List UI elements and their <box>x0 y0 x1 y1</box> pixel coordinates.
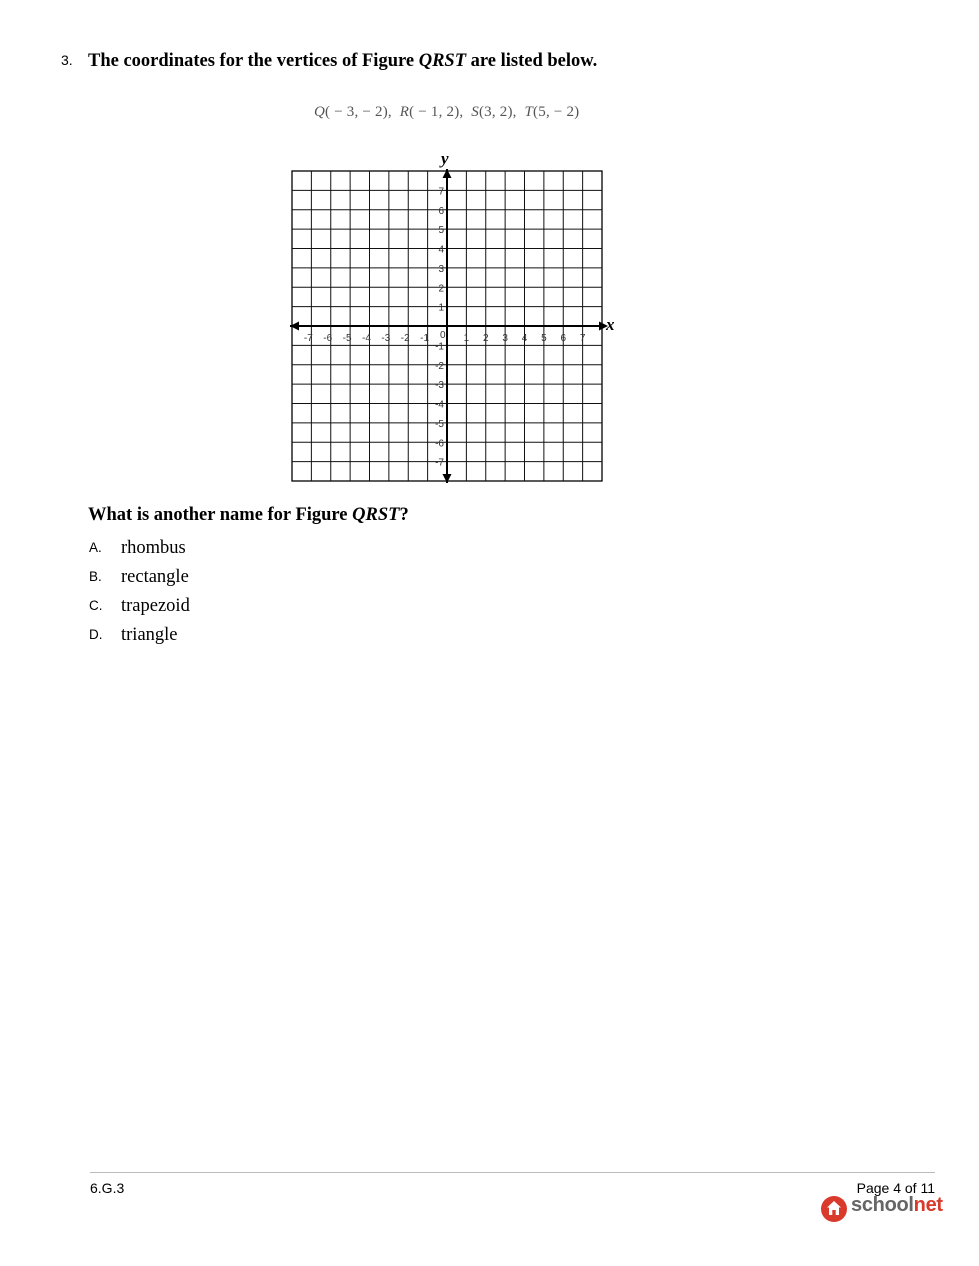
y-tick-label: 6 <box>438 205 444 217</box>
y-tick-label: 7 <box>438 186 444 198</box>
choice-a[interactable] <box>0 538 400 564</box>
y-axis-label: y <box>441 149 449 168</box>
vertex-label-t: T <box>524 104 534 120</box>
brand-name <box>851 1194 943 1217</box>
y-tick-label: -3 <box>435 380 444 392</box>
y-tick-label: -5 <box>435 418 444 430</box>
y-tick-label: -1 <box>435 341 444 353</box>
y-tick-label: 5 <box>438 225 444 237</box>
vertex-coord-q: ( − 3, − 2), <box>325 104 392 120</box>
x-axis-label: x <box>606 315 615 334</box>
y-tick-label: -4 <box>435 399 444 411</box>
x-tick-label: 4 <box>521 333 528 344</box>
footer-divider <box>90 1172 935 1173</box>
vertex-coord-s: (3, 2), <box>478 104 517 120</box>
x-tick-label: 5 <box>541 333 547 344</box>
choice-text: rectangle <box>121 567 189 587</box>
x-tick-label: 3 <box>502 333 508 344</box>
y-tick-label: 4 <box>438 244 444 256</box>
stem-text-before: The coordinates for the vertices of Figure <box>88 51 419 71</box>
x-tick-label: -5 <box>342 333 352 344</box>
brand-part2: net <box>913 1194 943 1216</box>
choice-text: trapezoid <box>121 596 190 616</box>
vertex-coord-r: ( − 1, 2), <box>409 104 464 120</box>
choice-text: triangle <box>121 625 178 645</box>
choice-b[interactable] <box>0 567 400 593</box>
figure-name: QRST <box>418 51 466 71</box>
question-number: 3. <box>61 52 73 68</box>
x-tick-label: -7 <box>303 333 313 344</box>
choice-c[interactable] <box>0 596 400 622</box>
prompt-text-before: What is another name for Figure <box>88 505 353 525</box>
y-tick-label: -6 <box>435 438 444 450</box>
choice-letter: C. <box>89 598 103 613</box>
page-number: Page 4 of 11 <box>856 1180 935 1196</box>
x-tick-label: -2 <box>400 333 410 344</box>
x-tick-label: -1 <box>420 333 430 344</box>
x-tick-label: -6 <box>323 333 333 344</box>
question-prompt <box>88 505 409 526</box>
stem-text-after: are listed below. <box>466 51 598 71</box>
x-tick-label: 2 <box>482 333 489 344</box>
y-tick-label: -2 <box>435 360 444 372</box>
choice-text: rhombus <box>121 538 186 558</box>
house-icon <box>820 1195 848 1223</box>
coordinate-plane-container <box>0 0 979 500</box>
choice-letter: A. <box>89 540 102 555</box>
vertex-label-s: S <box>471 104 479 120</box>
choice-d[interactable] <box>0 625 400 651</box>
coordinate-plane <box>0 0 979 500</box>
choice-letter: D. <box>89 627 103 642</box>
standard-code: 6.G.3 <box>90 1180 125 1196</box>
prompt-figure-name: QRST <box>352 505 400 525</box>
brand-part1: school <box>851 1194 914 1216</box>
x-tick-label: 7 <box>579 333 586 344</box>
y-tick-label: -7 <box>435 457 444 469</box>
y-tick-label: 3 <box>438 263 444 275</box>
vertex-label-r: R <box>399 104 410 120</box>
vertex-label-q: Q <box>314 104 326 120</box>
x-tick-label: 6 <box>560 333 567 344</box>
x-tick-label: 1 <box>463 333 470 344</box>
vertex-coord-t: (5, − 2) <box>533 104 580 120</box>
choice-letter: B. <box>89 569 102 584</box>
prompt-text-after: ? <box>399 505 409 525</box>
y-tick-label: 1 <box>438 302 444 314</box>
x-tick-label: -3 <box>381 333 391 344</box>
y-tick-label: 2 <box>438 283 444 295</box>
origin-label: 0 <box>440 330 446 341</box>
x-tick-label: -4 <box>362 333 371 344</box>
